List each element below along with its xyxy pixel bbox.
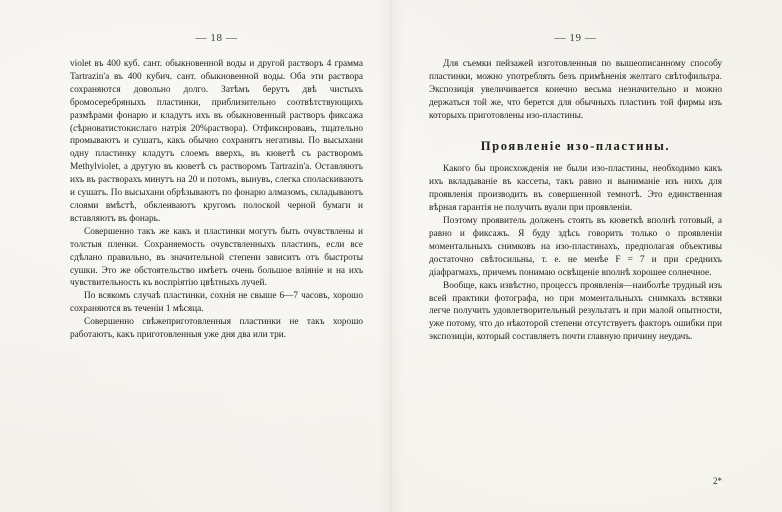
paragraph: Для съемки пейзажей изготовленныя по вышеописанному способу пластинки, можно употреблять безъ примѣненія желтаго свѣтофильтра. Экспозиція увеличивается конечно весьма незначительно и можно держаться той же, что берется для обычныхъ пластинъ той фирмы изъ которыхъ приготовлены изо-пластины.	[429, 59, 722, 121]
paragraph: По всякомъ случаѣ пластинки, сохнія не свыше 6—7 часовъ, хорошо сохраняются въ теченіи 1 мѣсяца.	[70, 291, 363, 315]
paragraph: Поэтому проявитель долженъ стоять въ кюветкѣ вполнѣ готовый, а равно и фиксажъ. Я буду здѣсь говорить только о проявленіи моментальныхъ снимковъ на изо-пластинахъ, предполагая объективы достаточно свѣтосильны, т. е. не менѣе F = 7 и при среднихъ діафрагмахъ, причемъ понимаю освѣщеніе вполнѣ хорошее солнечное.	[429, 216, 722, 278]
paragraph: violet въ 400 куб. сант. обыкновенной воды и другой растворъ 4 грамма Tartrazin'a въ 400 кубич. сант. обыкновенной воды. Оба эти раствора сохраняются довольно долго. Затѣмъ берутъ двѣ чистыхъ бромосеребряныхъ пластинки, приблизительно соотвѣтствующихъ размѣрами фонарю и кладутъ ихъ въ обыкновенный растворъ фиксажа (сѣрноватистокислаго натрія 20%раствора). Отфиксировавъ, тщательно промываютъ и сушатъ, какъ обычно сохранятъ негативы. По высыхани одну пластинку кладутъ слоемъ вверхъ, въ кюветѣ съ растворомъ Methylviolet, а другую въ кюветѣ съ растворомъ Tartrazin'a. Оставляютъ ихъ въ растворахъ минутъ на 20 и потомъ, вынувъ, слегка споласкиваютъ и сушатъ. По высыхани обрѣзываютъ по фонарю алмазомъ, складываютъ слоями вмѣстѣ, обклеиваютъ кругомъ полоской черной бумаги и вставляютъ въ фонарь.	[70, 59, 363, 224]
signature-mark: 2*	[713, 476, 722, 486]
paragraph: Вообще, какъ извѣстно, процессъ проявленія—наиболѣе трудный изъ всей практики фотографа, но при моментальныхъ снимкахъ встявки легче получить удовлетворительный результатъ и при малой опытности, уже потому, что до нѣкоторой степени отсутствуетъ факторъ ошибки при экспозиціи, который составляетъ почти главную причину неудачъ.	[429, 280, 722, 343]
paragraph: Совершенно такъ же какъ и пластинки могутъ быть очувствлены и толстыя пленки. Сохраняемость очувствленныхъ пластинъ, если все сдѣлано правильно, въ значительной степени зависитъ отъ быстроты сушки. Это же обстоятельство имѣетъ очень большое вліяніе и на ихъ чувствительность къ воспріятію цвѣтныхъ лучей.	[70, 226, 363, 289]
paragraph: Какого бы происхожденія не были изо-пластины, необходимо какъ ихъ вкладываніе въ кассеты, такъ равно и выниманіе изъ нихъ для проявленія производить въ совершенной темнотѣ. Это единственная вѣрная гарантія не получить вуали при проявленіи.	[429, 164, 722, 214]
left-page-folio: — 18 —	[195, 32, 238, 44]
right-page-body	[429, 58, 722, 344]
section-heading: Проявленіе изо-пластины.	[480, 138, 671, 153]
right-page	[391, 0, 782, 512]
paragraph: Совершенно свѣжеприготовленныя пластинки не такъ хорошо работаютъ, какъ приготовленныя уже дня два или три.	[70, 317, 363, 341]
right-page-folio: — 19 —	[554, 32, 597, 44]
left-page-body	[70, 58, 363, 342]
